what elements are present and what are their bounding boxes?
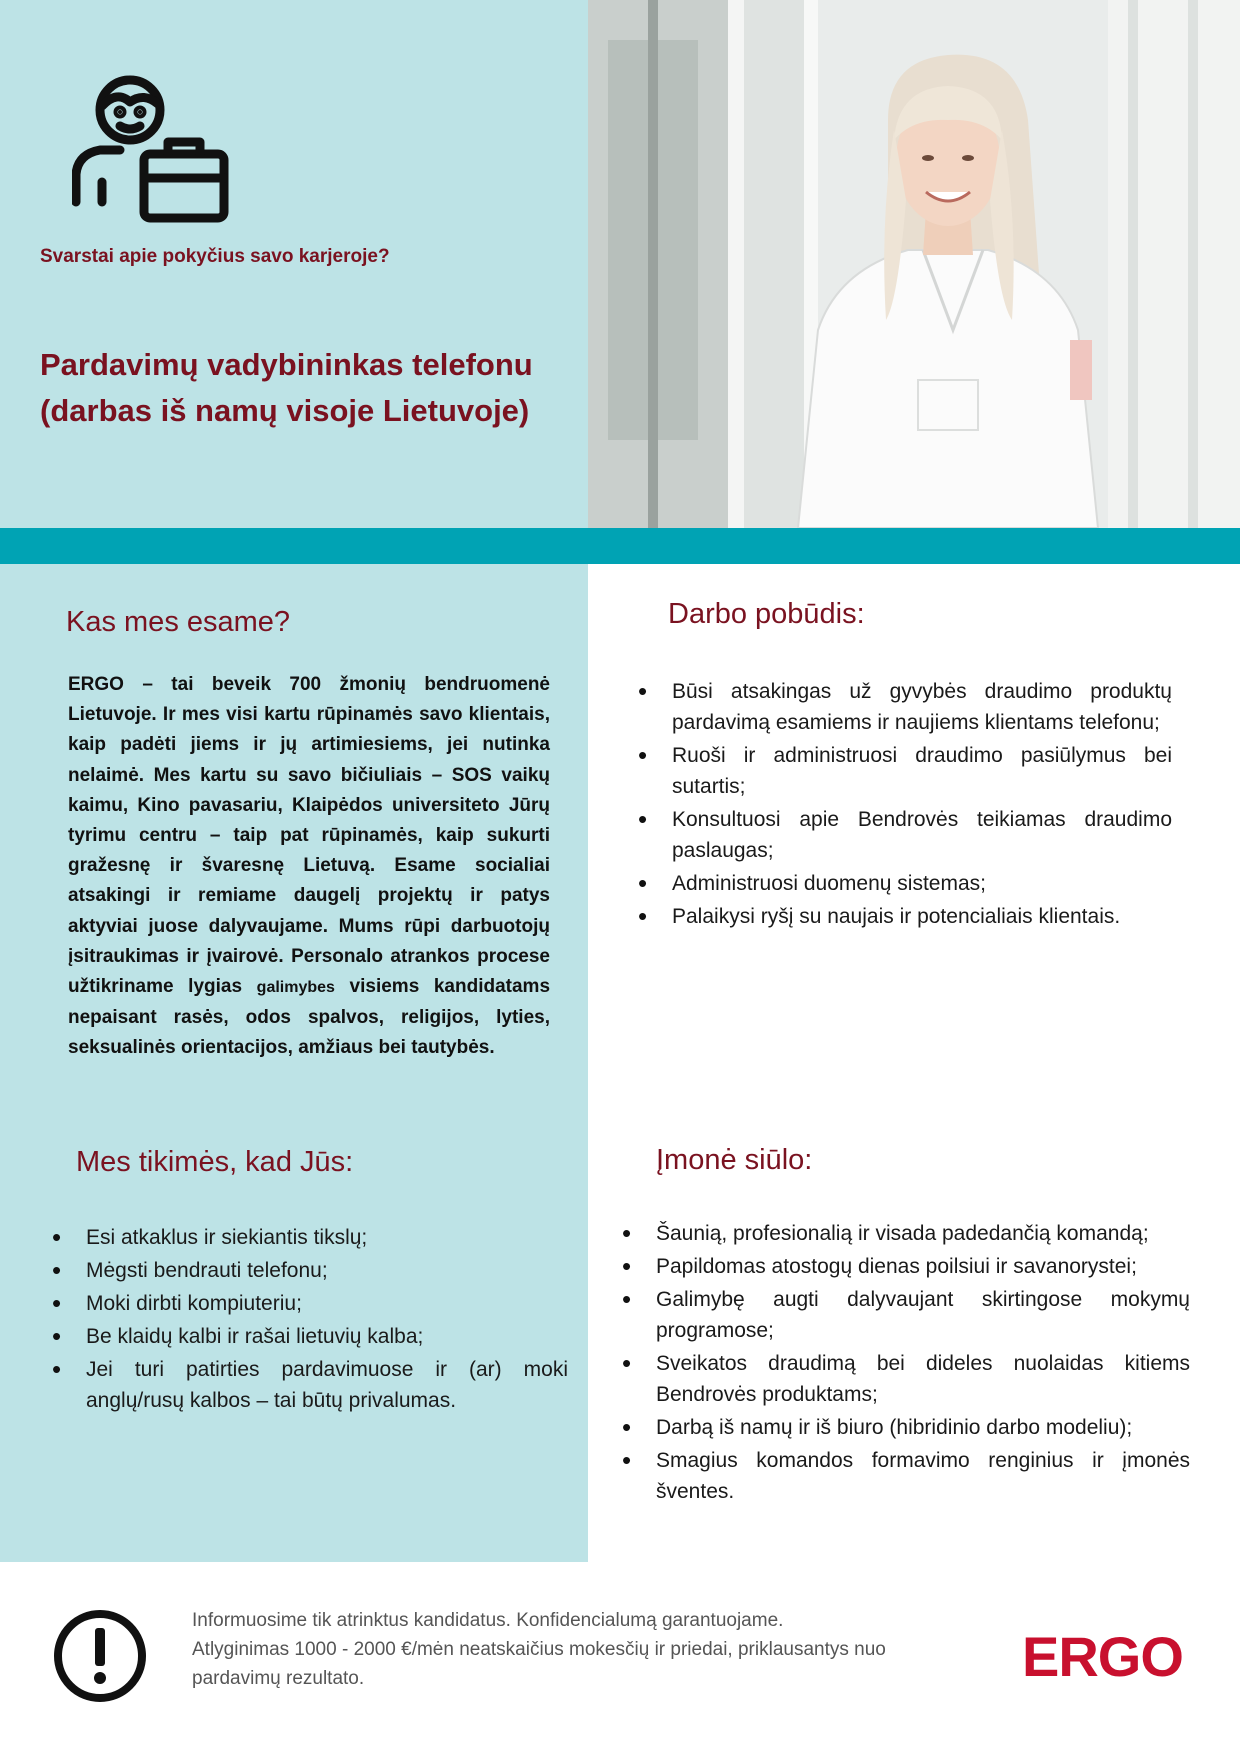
about-heading: Kas mes esame? (66, 606, 291, 638)
offer-list (620, 1218, 1190, 1509)
about-text-part-1: ERGO – tai beveik 700 žmonių bendruomenė Lietuvoje. Ir mes visi kartu rūpinamės savo klientais, kaip padėti jiems ir jų artimiesiems, jei nutinka nelaimė. Mes kartu su savo bičiuliais – SOS vaikų kaimu, Kino pavasariu, Klaipėdos universiteto Jūrų tyrimu centru – taip pat rūpinamės, kaip sukurti gražesnę ir švaresnę Lietuvą. Esame socialiai atsakingi ir remiame daugelį projektų ir patys aktyviai juose dalyvaujame. Mums rūpi darbuotojų įsitraukimas ir įvairovė. Personalo atrankos procese užtikriname lygias (68, 674, 550, 998)
list-item: • Esi atkaklus ir siekiantis tikslų; (50, 1222, 568, 1253)
ergo-logo: ERGO (1022, 1625, 1183, 1688)
footer-note (192, 1606, 952, 1693)
list-item: • Smagius komandos formavimo renginius ir įmonės šventes. (620, 1445, 1190, 1507)
exclamation-circle-icon (52, 1608, 148, 1704)
job-heading: Darbo pobūdis: (668, 598, 865, 630)
expectations-list (50, 1222, 568, 1418)
offer-heading: Įmonė siūlo: (656, 1144, 813, 1176)
list-item: • Būsi atsakingas už gyvybės draudimo produktų pardavimą esamiems ir naujiems klientams telefonu; (636, 676, 1172, 738)
job-title (40, 342, 580, 434)
teal-divider-band (0, 528, 1240, 564)
list-item: • Sveikatos draudimą bei dideles nuolaidas kitiems Bendrovės produktams; (620, 1348, 1190, 1410)
list-item: • Administruosi duomenų sistemas; (636, 868, 1172, 899)
list-item: • Be klaidų kalbi ir rašai lietuvių kalba; (50, 1321, 568, 1352)
job-duties-list (636, 676, 1172, 934)
list-item: • Jei turi patirties pardavimuose ir (ar) moki anglų/rusų kalbos – tai būtų privalumas. (50, 1354, 568, 1416)
footer-line-2: Atlyginimas 1000 - 2000 €/mėn neatskaičius mokesčių ir priedai, priklausantys nuo pardavimų rezultato. (192, 1639, 886, 1689)
about-text-part-2: visiems kandidatams nepaisant rasės, odos spalvos, religijos, lyties, seksualinės orientacijos, amžiaus bei tautybės. (68, 976, 551, 1059)
about-text-small-word: galimybes (256, 979, 335, 997)
about-text (68, 670, 550, 1064)
footer-line-1: Informuosime tik atrinktus kandidatus. Konfidencialumą garantuojame. (192, 1610, 784, 1631)
person-with-briefcase-icon (72, 70, 232, 230)
list-item: • Moki dirbti kompiuteriu; (50, 1288, 568, 1319)
list-item: • Mėgsti bendrauti telefonu; (50, 1255, 568, 1286)
list-item: • Ruoši ir administruosi draudimo pasiūlymus bei sutartis; (636, 740, 1172, 802)
expectations-heading: Mes tikimės, kad Jūs: (76, 1146, 354, 1178)
list-item: • Konsultuosi apie Bendrovės teikiamas draudimo paslaugas; (636, 804, 1172, 866)
job-title-line-2: (darbas iš namų visoje Lietuvoje) (40, 393, 530, 428)
job-title-line-1: Pardavimų vadybininkas telefonu (40, 347, 533, 382)
list-item: • Galimybę augti dalyvaujant skirtingose mokymų programose; (620, 1284, 1190, 1346)
list-item: • Šaunią, profesionalią ir visada padedančią komandą; (620, 1218, 1190, 1249)
list-item: • Darbą iš namų ir iš biuro (hibridinio darbo modeliu); (620, 1412, 1190, 1443)
employee-photo (588, 0, 1240, 528)
list-item: • Papildomas atostogų dienas poilsiui ir savanorystei; (620, 1251, 1190, 1282)
career-question-subtitle: Svarstai apie pokyčius savo karjeroje? (40, 246, 390, 267)
list-item: • Palaikysi ryšį su naujais ir potencialiais klientais. (636, 901, 1172, 932)
